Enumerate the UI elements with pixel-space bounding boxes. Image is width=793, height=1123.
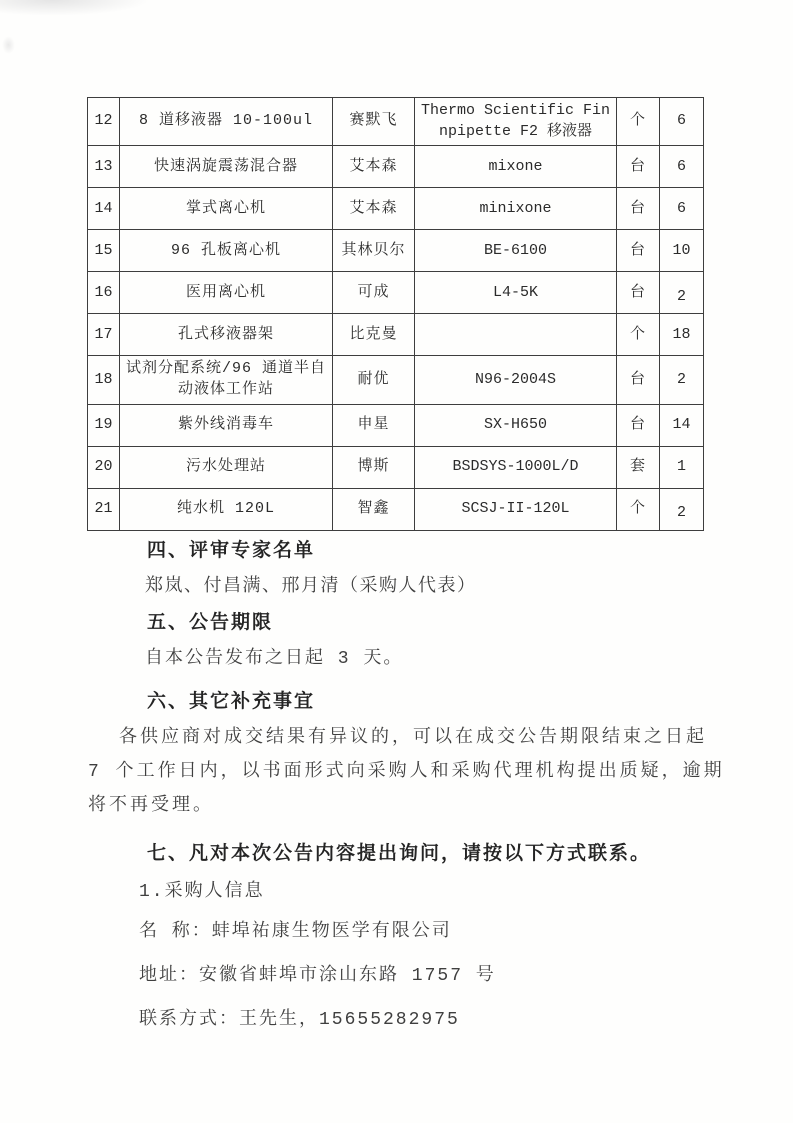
cell-text: 赛默飞 xyxy=(349,112,398,130)
cell-text: 14 xyxy=(672,415,691,433)
cell-text: 孔式移液器架 xyxy=(177,325,274,343)
cell-model xyxy=(415,230,617,272)
table-row xyxy=(88,146,704,188)
cell-text: SCSJ-II-120L xyxy=(461,499,570,517)
cell-text: 8 道移液器 10-100ul xyxy=(138,112,314,130)
cell-unit xyxy=(617,314,660,356)
cell-model xyxy=(415,404,617,446)
cell-name xyxy=(120,188,333,230)
cell-no xyxy=(88,488,120,530)
section-7-title: 七、凡对本次公告内容提出询问，请按以下方式联系。 xyxy=(147,843,652,864)
cell-qty xyxy=(660,272,704,314)
cell-unit xyxy=(617,146,660,188)
expert-names: 郑岚、付昌满、邢月清（采购人代表） xyxy=(145,577,477,597)
cell-model xyxy=(415,356,617,404)
scan-smudge xyxy=(2,36,15,54)
cell-no xyxy=(88,146,120,188)
cell-no xyxy=(88,446,120,488)
cell-text: 12 xyxy=(94,112,113,130)
table-row xyxy=(88,356,704,404)
cell-brand xyxy=(333,356,415,404)
cell-name xyxy=(120,404,333,446)
cell-brand xyxy=(333,488,415,530)
table-row xyxy=(88,272,704,314)
cell-text: 纯水机 120L xyxy=(176,499,275,517)
buyer-contact: 联系方式：王先生，15655282975 xyxy=(139,1010,460,1030)
cell-text: 16 xyxy=(94,283,113,301)
cell-text: 博斯 xyxy=(357,457,390,475)
cell-brand xyxy=(333,188,415,230)
cell-text: 艾本森 xyxy=(349,157,398,175)
cell-text: 个 xyxy=(629,325,646,343)
cell-text: 2 xyxy=(676,287,686,305)
cell-no xyxy=(88,98,120,146)
cell-text: 17 xyxy=(94,325,113,343)
cell-text: 2 xyxy=(676,370,686,388)
cell-text: 18 xyxy=(94,370,113,388)
cell-no xyxy=(88,356,120,404)
section-4-title: 四、评审专家名单 xyxy=(147,540,316,561)
cell-name xyxy=(120,356,333,404)
cell-text: 艾本森 xyxy=(349,199,398,217)
cell-text: 污水处理站 xyxy=(185,457,266,475)
cell-text: 10 xyxy=(672,241,691,259)
cell-brand xyxy=(333,98,415,146)
cell-brand xyxy=(333,146,415,188)
cell-no xyxy=(88,230,120,272)
buyer-address: 地址：安徽省蚌埠市涂山东路 1757 号 xyxy=(139,966,496,986)
cell-qty xyxy=(660,230,704,272)
cell-text: 耐优 xyxy=(357,370,390,388)
cell-text: 个 xyxy=(629,112,646,130)
cell-model xyxy=(415,314,617,356)
cell-unit xyxy=(617,230,660,272)
cell-text: 试剂分配系统/96 通道半自动液体工作站 xyxy=(125,360,326,399)
cell-name xyxy=(120,272,333,314)
cell-text: BE-6100 xyxy=(483,241,547,259)
cell-text: 21 xyxy=(94,499,113,517)
cell-text: 13 xyxy=(94,157,113,175)
cell-text: 18 xyxy=(672,325,691,343)
cell-text: 6 xyxy=(676,112,686,130)
cell-qty xyxy=(660,446,704,488)
cell-no xyxy=(88,272,120,314)
cell-text: 台 xyxy=(629,157,646,175)
cell-name xyxy=(120,488,333,530)
cell-model xyxy=(415,188,617,230)
cell-text: minixone xyxy=(479,199,552,217)
cell-text: mixone xyxy=(488,157,543,175)
section-5-title: 五、公告期限 xyxy=(147,612,274,633)
cell-qty xyxy=(660,356,704,404)
cell-name xyxy=(120,146,333,188)
cell-qty xyxy=(660,314,704,356)
cell-text: 2 xyxy=(676,503,686,521)
cell-text: 台 xyxy=(629,199,646,217)
cell-qty xyxy=(660,188,704,230)
cell-text: 6 xyxy=(676,199,686,217)
cell-text: 个 xyxy=(629,499,646,517)
cell-brand xyxy=(333,314,415,356)
cell-unit xyxy=(617,98,660,146)
cell-unit xyxy=(617,272,660,314)
cell-model xyxy=(415,488,617,530)
cell-text: Thermo Scientific Finnpipette F2 移液器 xyxy=(420,102,611,140)
cell-text: 智鑫 xyxy=(357,499,390,517)
buyer-info-heading: 1.采购人信息 xyxy=(139,882,265,902)
cell-name xyxy=(120,446,333,488)
objection-paragraph-line-1: 各供应商对成交结果有异议的，可以在成交公告期限结束之日起 xyxy=(119,728,707,748)
cell-unit xyxy=(617,356,660,404)
cell-brand xyxy=(333,446,415,488)
buyer-name: 名 称：蚌埠祐康生物医学有限公司 xyxy=(139,922,452,942)
cell-text: L4-5K xyxy=(492,283,538,301)
equipment-table xyxy=(87,97,704,531)
cell-text: 医用离心机 xyxy=(185,283,266,301)
cell-name xyxy=(120,314,333,356)
cell-text: 6 xyxy=(676,157,686,175)
cell-qty xyxy=(660,146,704,188)
cell-name xyxy=(120,230,333,272)
cell-unit xyxy=(617,488,660,530)
cell-unit xyxy=(617,188,660,230)
cell-text: 掌式离心机 xyxy=(185,199,266,217)
cell-text: 台 xyxy=(629,241,646,259)
equipment-table-body xyxy=(88,98,704,531)
cell-model xyxy=(415,446,617,488)
scan-smudge xyxy=(0,0,150,16)
cell-unit xyxy=(617,446,660,488)
cell-text: BSDSYS-1000L/D xyxy=(452,457,579,475)
cell-text: 1 xyxy=(676,457,686,475)
cell-qty xyxy=(660,98,704,146)
cell-text: 14 xyxy=(94,199,113,217)
cell-text: 快速涡旋震荡混合器 xyxy=(153,157,298,175)
cell-text: 台 xyxy=(629,415,646,433)
cell-text: N96-2004S xyxy=(474,370,556,388)
cell-qty xyxy=(660,488,704,530)
cell-text: 套 xyxy=(629,457,646,475)
cell-text: 台 xyxy=(629,283,646,301)
cell-text: 紫外线消毒车 xyxy=(177,415,274,433)
cell-unit xyxy=(617,404,660,446)
table-row xyxy=(88,314,704,356)
table-row xyxy=(88,446,704,488)
cell-brand xyxy=(333,404,415,446)
cell-text: 比克曼 xyxy=(349,325,398,343)
announcement-period: 自本公告发布之日起 3 天。 xyxy=(145,649,404,669)
cell-brand xyxy=(333,230,415,272)
table-row xyxy=(88,488,704,530)
cell-text: 96 孔板离心机 xyxy=(170,241,281,259)
cell-qty xyxy=(660,404,704,446)
cell-text: SX-H650 xyxy=(483,415,547,433)
section-6-title: 六、其它补充事宜 xyxy=(147,691,316,712)
cell-text: 申星 xyxy=(357,415,390,433)
cell-no xyxy=(88,314,120,356)
cell-text: 其林贝尔 xyxy=(341,241,406,259)
cell-text: 20 xyxy=(94,457,113,475)
table-row xyxy=(88,230,704,272)
cell-text: 可成 xyxy=(357,283,390,301)
cell-brand xyxy=(333,272,415,314)
cell-model xyxy=(415,272,617,314)
table-row xyxy=(88,98,704,146)
objection-paragraph-line-3: 将不再受理。 xyxy=(88,796,214,816)
objection-paragraph-line-2: 7 个工作日内，以书面形式向采购人和采购代理机构提出质疑，逾期 xyxy=(88,762,725,782)
cell-model xyxy=(415,98,617,146)
table-row xyxy=(88,404,704,446)
cell-text: 台 xyxy=(629,370,646,388)
cell-model xyxy=(415,146,617,188)
table-row xyxy=(88,188,704,230)
cell-no xyxy=(88,404,120,446)
cell-name xyxy=(120,98,333,146)
cell-no xyxy=(88,188,120,230)
cell-text: 19 xyxy=(94,415,113,433)
cell-text: 15 xyxy=(94,241,113,259)
